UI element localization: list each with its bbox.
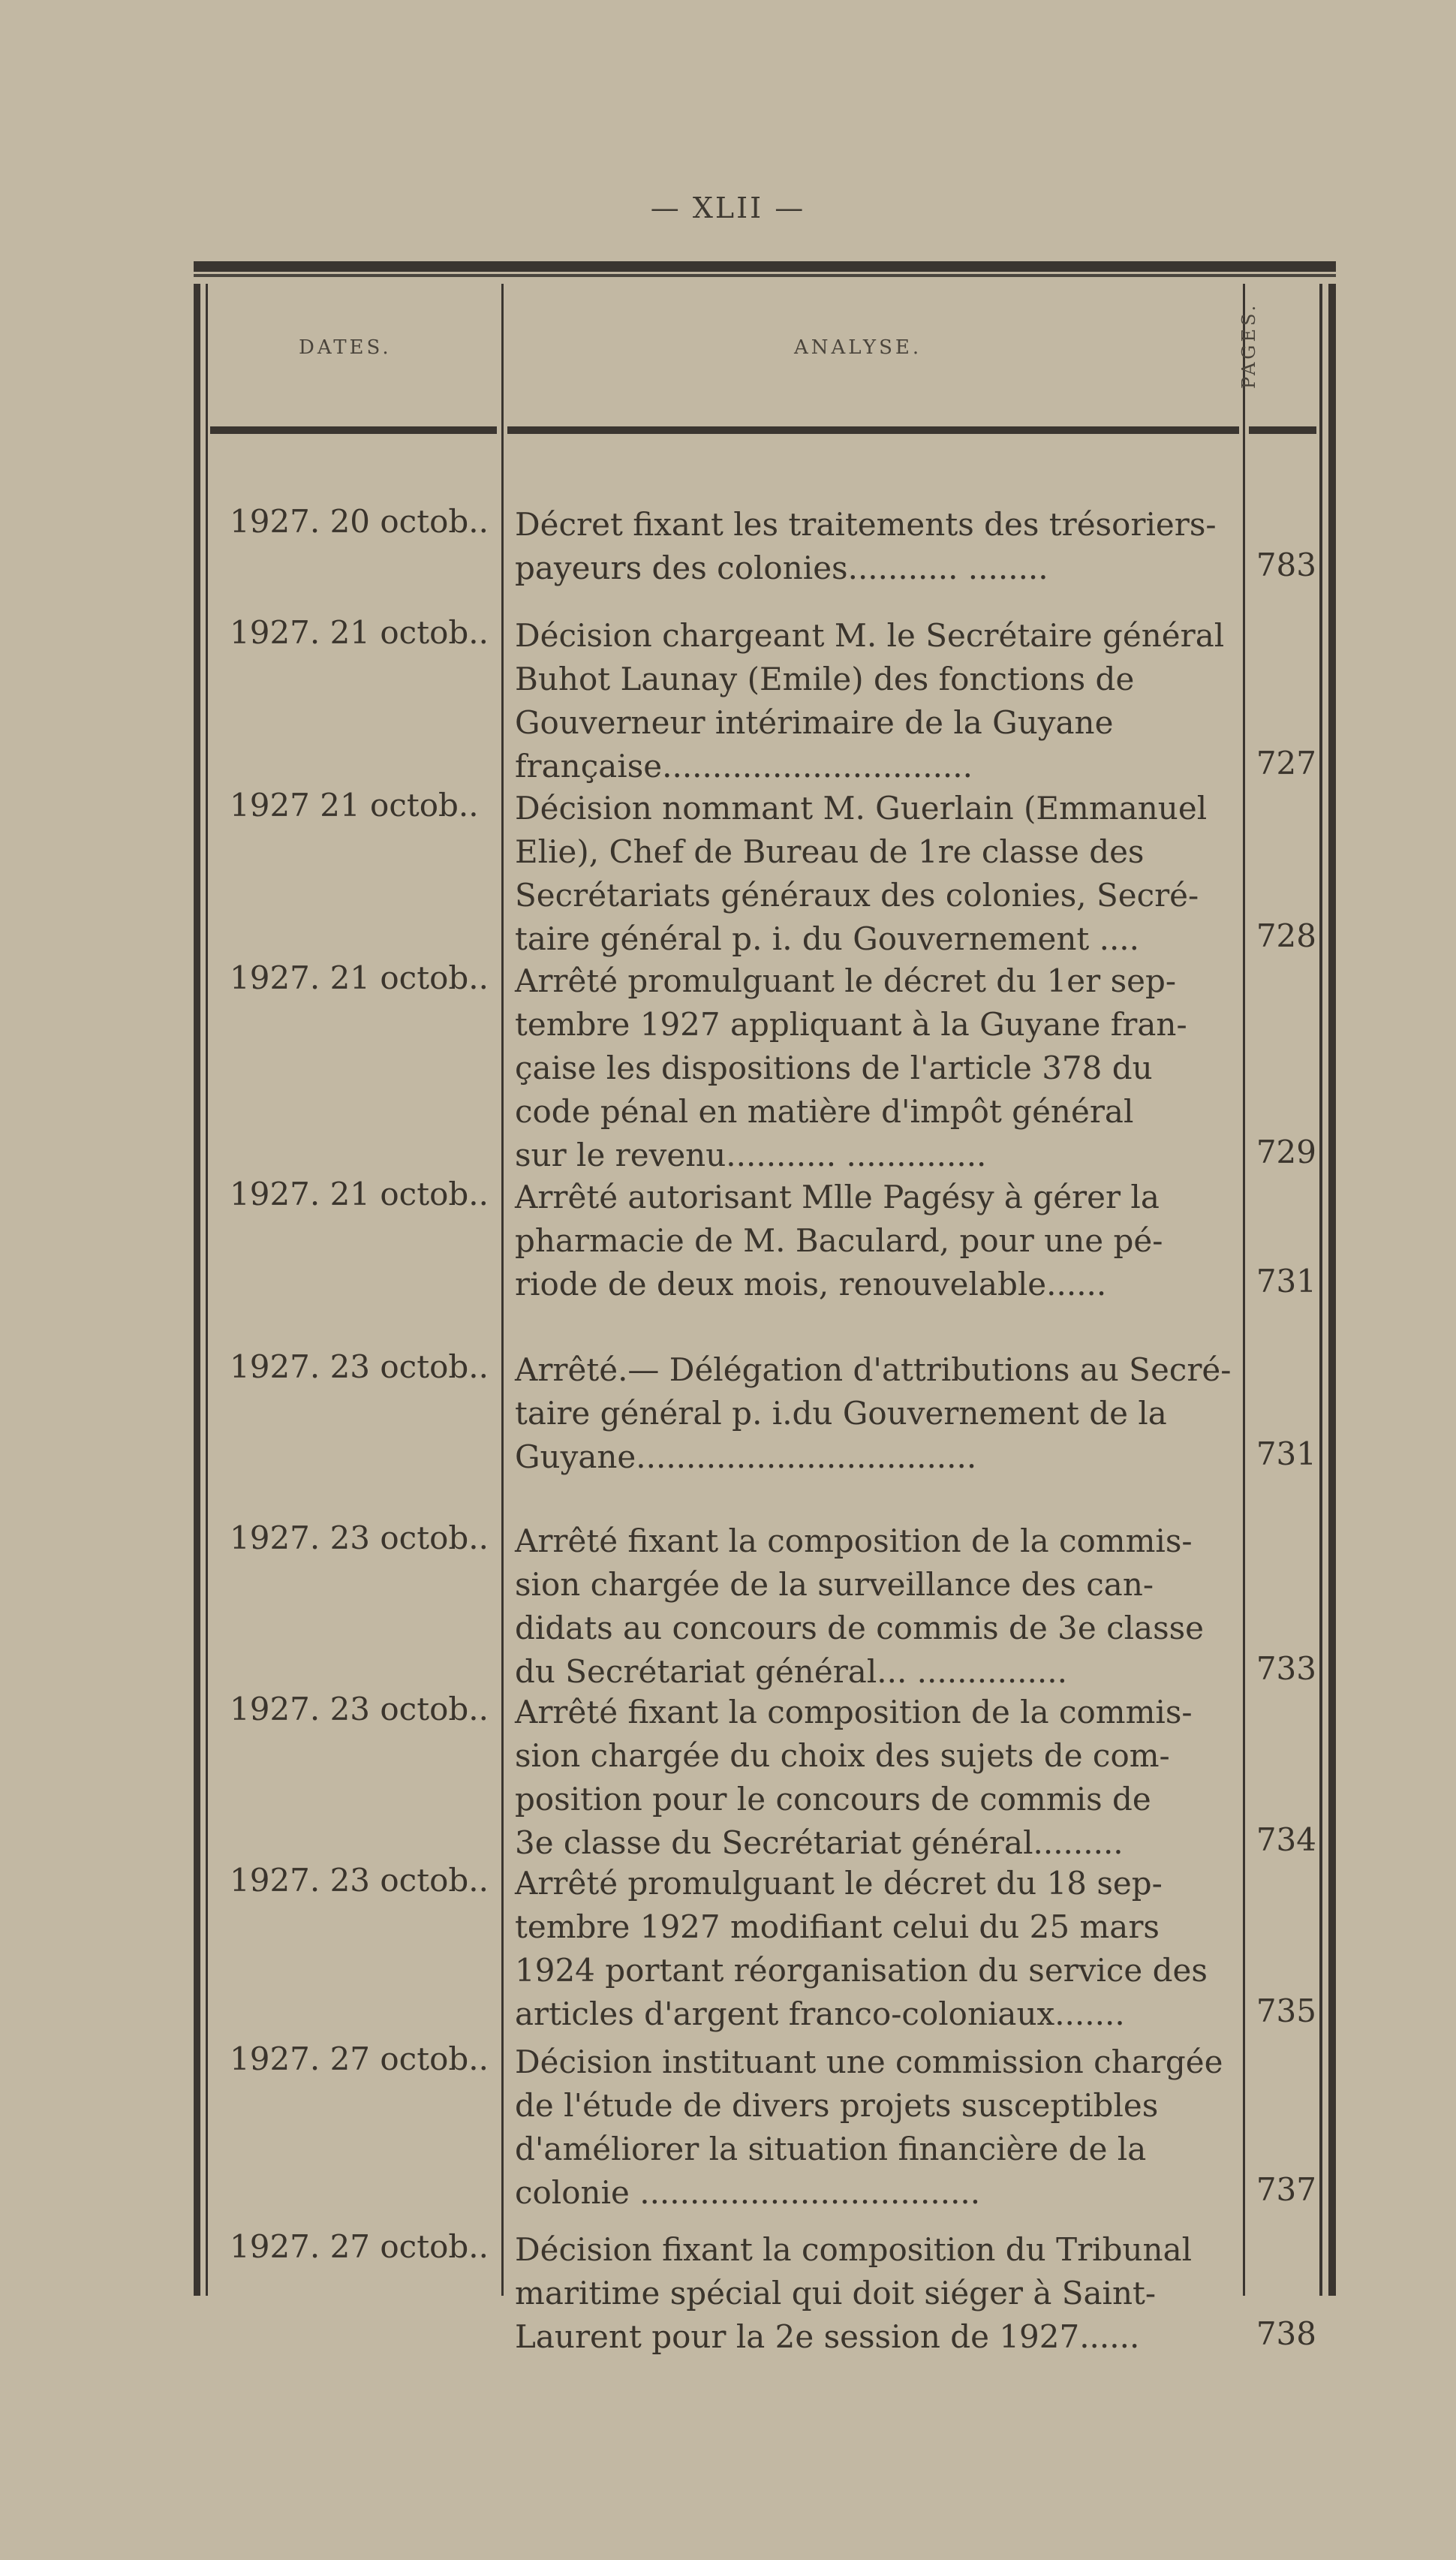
row-analyse-line: Arrêté fixant la composition de la commis- — [515, 1522, 1193, 1559]
row-analyse-line: taire général p. i.du Gouvernement de la — [515, 1395, 1167, 1432]
row-analyse-line: payeurs des colonies........... ........ — [515, 550, 1048, 586]
row-analyse — [515, 787, 1237, 961]
row-analyse-line: sion chargée de la surveillance des can- — [515, 1566, 1154, 1603]
row-analyse — [515, 614, 1237, 788]
row-date: 1927. 20 octob.. — [230, 503, 489, 540]
row-analyse-line: colonie .................................. — [515, 2174, 981, 2211]
row-analyse-line: tembre 1927 appliquant à la Guyane fran- — [515, 1006, 1187, 1043]
column-header-analyse: ANALYSE. — [794, 336, 922, 359]
row-date: 1927. 21 octob.. — [230, 614, 489, 651]
row-analyse-line: articles d'argent franco-coloniaux....... — [515, 1995, 1125, 2032]
header-rule-analyse — [507, 426, 1239, 434]
row-date: 1927. 27 octob.. — [230, 2040, 489, 2077]
row-page-number: 733 — [1256, 1650, 1316, 1687]
row-analyse-line: Décision instituant une commission chargée — [515, 2043, 1223, 2080]
row-analyse-line: pharmacie de M. Baculard, pour une pé- — [515, 1222, 1163, 1259]
row-analyse-line: 3e classe du Secrétariat général......... — [515, 1824, 1124, 1861]
row-analyse-line: Arrêté promulguant le décret du 18 sep- — [515, 1865, 1163, 1902]
row-page-number: 727 — [1256, 745, 1316, 782]
border-right-inner — [1319, 284, 1322, 2296]
row-analyse-line: code pénal en matière d'impôt général — [515, 1093, 1134, 1130]
row-page-number: 731 — [1256, 1263, 1316, 1300]
border-right-outer — [1328, 284, 1336, 2296]
row-date: 1927. 27 octob.. — [230, 2228, 489, 2265]
row-page-number: 734 — [1256, 1821, 1316, 1858]
row-analyse-line: d'améliorer la situation financière de la — [515, 2131, 1147, 2167]
row-analyse — [515, 1519, 1237, 1694]
row-analyse-line: sur le revenu........... .............. — [515, 1137, 987, 1173]
row-analyse-line: Gouverneur intérimaire de la Guyane — [515, 704, 1114, 741]
row-analyse-line: du Secrétariat général... ............... — [515, 1653, 1067, 1690]
row-date: 1927. 23 octob.. — [230, 1348, 489, 1385]
page-header: — XLII — — [650, 191, 806, 224]
row-analyse-line: çaise les dispositions de l'article 378 du — [515, 1050, 1153, 1086]
row-analyse-line: Guyane.................................. — [515, 1438, 977, 1475]
row-analyse — [515, 503, 1237, 590]
row-analyse-line: taire général p. i. du Gouvernement .... — [515, 920, 1140, 957]
row-page-number: 729 — [1256, 1134, 1316, 1170]
row-page-number: 728 — [1256, 917, 1316, 954]
row-analyse-line: tembre 1927 modifiant celui du 25 mars — [515, 1908, 1160, 1945]
row-analyse-line: Laurent pour la 2e session de 1927...... — [515, 2318, 1140, 2355]
row-date: 1927. 23 octob.. — [230, 1691, 489, 1727]
row-analyse-line: Buhot Launay (Emile) des fonctions de — [515, 661, 1135, 697]
row-analyse-line: Décision fixant la composition du Tribunal — [515, 2231, 1193, 2268]
header-rule-dates — [210, 426, 497, 434]
row-page-number: 738 — [1256, 2315, 1316, 2352]
row-analyse-line: Décision nommant M. Guerlain (Emmanuel — [515, 790, 1208, 827]
row-page-number: 735 — [1256, 1992, 1316, 2029]
row-analyse-line: Arrêté fixant la composition de la commis- — [515, 1694, 1193, 1730]
row-date: 1927 21 octob.. — [230, 787, 479, 824]
row-analyse — [515, 959, 1237, 1177]
row-date: 1927. 23 octob.. — [230, 1862, 489, 1899]
column-divider-dates — [501, 284, 504, 2296]
row-analyse — [515, 1862, 1237, 2036]
column-header-dates: DATES. — [299, 336, 392, 359]
row-analyse-line: Arrêté autorisant Mlle Pagésy à gérer la — [515, 1179, 1160, 1215]
row-analyse — [515, 2228, 1237, 2359]
border-left-inner — [206, 284, 208, 2296]
row-analyse-line: riode de deux mois, renouvelable...... — [515, 1266, 1107, 1303]
row-analyse-line: Arrêté.— Délégation d'attributions au Secré- — [515, 1351, 1232, 1388]
row-analyse-line: 1924 portant réorganisation du service des — [515, 1952, 1208, 1989]
row-date: 1927. 21 octob.. — [230, 1176, 489, 1212]
table-top-rule-thin — [194, 274, 1336, 277]
row-analyse-line: Arrêté promulguant le décret du 1er sep- — [515, 962, 1177, 999]
row-analyse-line: Secrétariats généraux des colonies, Secré- — [515, 877, 1199, 914]
row-analyse — [515, 1348, 1237, 1479]
row-date: 1927. 23 octob.. — [230, 1519, 489, 1556]
border-left-outer — [194, 284, 200, 2296]
table-top-rule — [194, 261, 1336, 272]
row-analyse-line: Décision chargeant M. le Secrétaire général — [515, 617, 1225, 654]
row-analyse — [515, 1176, 1237, 1306]
row-analyse-line: de l'étude de divers projets susceptibles — [515, 2087, 1159, 2124]
row-page-number: 737 — [1256, 2171, 1316, 2208]
row-page-number: 783 — [1256, 547, 1316, 583]
row-page-number: 731 — [1256, 1435, 1316, 1472]
row-analyse-line: maritime spécial qui doit siéger à Saint- — [515, 2275, 1157, 2312]
row-analyse-line: française............................... — [515, 748, 973, 785]
header-rule-pages — [1249, 426, 1316, 434]
column-header-pages: PAGES. — [1238, 302, 1259, 389]
row-analyse — [515, 1691, 1237, 1865]
row-analyse-line: sion chargée du choix des sujets de com- — [515, 1737, 1170, 1774]
row-date: 1927. 21 octob.. — [230, 959, 489, 996]
index-table — [194, 261, 1336, 2355]
row-analyse — [515, 2040, 1237, 2215]
row-analyse-line: Décret fixant les traitements des trésoriers- — [515, 506, 1217, 543]
row-analyse-line: Elie), Chef de Bureau de 1re classe des — [515, 833, 1145, 870]
row-analyse-line: position pour le concours de commis de — [515, 1781, 1151, 1818]
row-analyse-line: didats au concours de commis de 3e classe — [515, 1610, 1205, 1646]
